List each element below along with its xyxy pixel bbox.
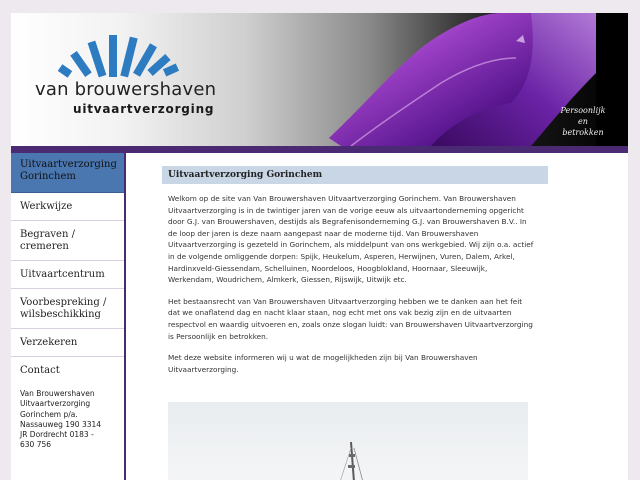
- nav-item-home[interactable]: Uitvaartverzorging Gorinchem: [11, 153, 124, 193]
- nav-item-voorbespreking[interactable]: Voorbespreking / wilsbeschikking: [11, 289, 124, 329]
- brand-name: van brouwershaven: [35, 79, 217, 100]
- address-line: Nassauweg 190 3314: [20, 419, 102, 429]
- brand-subtitle: uitvaartverzorging: [73, 102, 215, 116]
- body-paragraph: Het bestaansrecht van Van Brouwershaven Uitvaartverzorging hebben we te danken aan het feit dat we onaflatend dag en nacht klaar staan, nog echt met ons vak bezig zijn en de uitvaarten respectvol en waardig uitvoeren en, zoals onze slogan luidt: van Brouwershaven Uitvaartverzorging is Persoonlijk en betrokken.: [168, 296, 533, 341]
- intro-paragraph: Welkom op de site van Van Brouwershaven Uitvaartverzorging Gorinchem. Van Brouwershaven Uitvaartverzorging is in de twintiger jaren van de vorige eeuw als uitvaartonderneming opgericht door G.J. van Brouwershaven, destijds als Begrafenisonderneming G.J. van Brouwershaven B.V.. In de loop der jaren is deze naam aangepast naar de moderne tijd. Van Brouwershaven Uitvaartverzorging is gezeteld in Gorinchem, als middelpunt van ons werkgebied. Wij zijn o.a. actief in de volgende omliggende dorpen: Spijk, Heukelum, Asperen, Herwijnen, Vuren, Dalem, Arkel, Hardinxveld-Giessendam, Schelluinen, Noordeloos, Hoogblokland, Hoornaar, Sleeuwijk, Werkendam, Woudrichem, Almkerk, Giessen, Rijswijk, Uitwijk etc.: [168, 194, 534, 285]
- address-line: Uitvaartverzorging: [20, 399, 91, 409]
- nav-item-verzekeren[interactable]: Verzekeren: [11, 329, 124, 357]
- address-line: 630 756: [20, 440, 52, 450]
- address-line: Gorinchem p/a.: [20, 409, 78, 419]
- nav-item-uitvaartcentrum[interactable]: Uitvaartcentrum: [11, 261, 124, 289]
- page-title: Uitvaartverzorging Gorinchem: [162, 166, 548, 184]
- header-banner: [11, 13, 628, 146]
- page: [11, 13, 628, 480]
- main-content: [162, 166, 548, 375]
- nav-item-werkwijze[interactable]: Werkwijze: [11, 193, 124, 221]
- nav-item-begraven-cremeren[interactable]: Begraven / cremeren: [11, 221, 124, 261]
- address-line: JR Dordrecht 0183 -: [20, 430, 94, 440]
- logo-mark: [29, 29, 199, 79]
- header-divider: [11, 146, 628, 153]
- sailboat-mast-image: [168, 402, 528, 480]
- sailboat-photo: [168, 402, 528, 480]
- closing-paragraph: Met deze website informeren wij u wat de mogelijkheden zijn bij Van Brouwershaven Uitvaartverzorging.: [168, 353, 478, 374]
- slogan-line: Persoonlijk: [560, 106, 606, 115]
- nav-item-contact[interactable]: Contact: [20, 365, 60, 376]
- sidebar-nav: [11, 153, 126, 480]
- contact-address: [20, 389, 120, 451]
- slogan: [543, 105, 623, 138]
- slogan-line: betrokken: [562, 128, 604, 137]
- slogan-line: en: [578, 117, 588, 126]
- address-line: Van Brouwershaven: [20, 389, 95, 398]
